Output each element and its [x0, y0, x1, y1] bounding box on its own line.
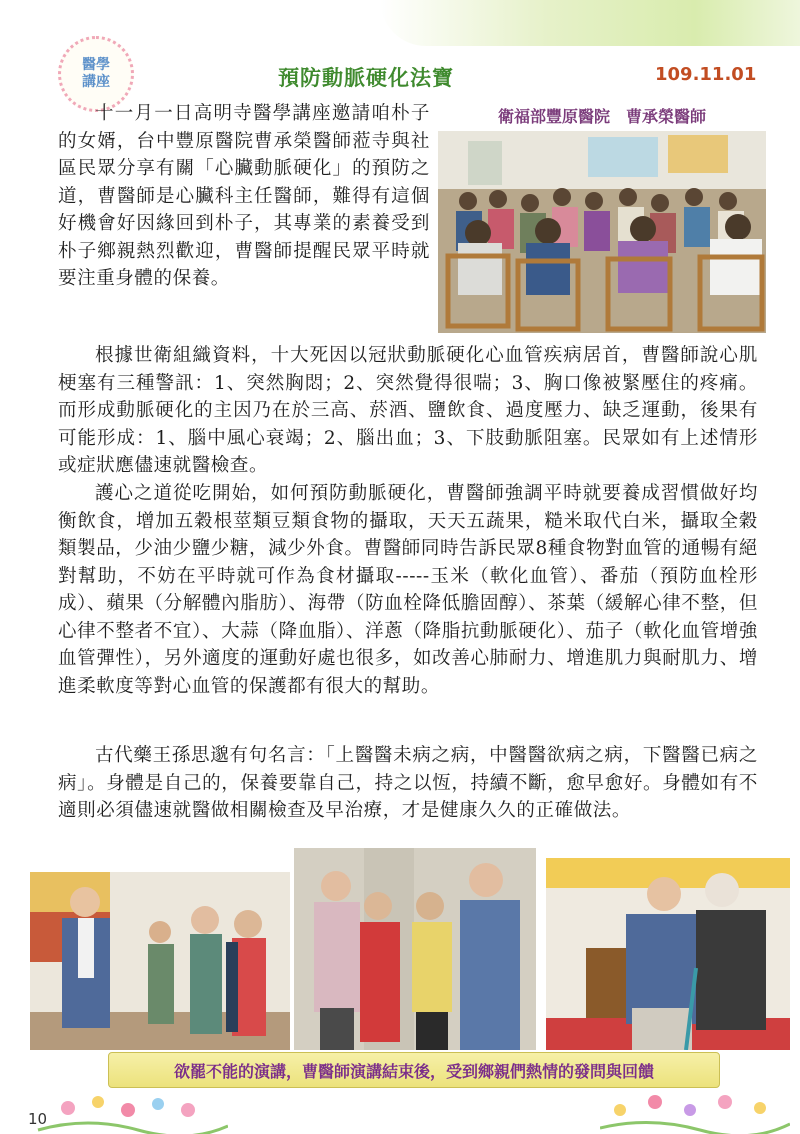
doctor-with-elder-photo	[546, 858, 790, 1050]
paragraph-conclusion: 古代藥王孫思邈有句名言：「上醫醫未病之病，中醫醫欲病之病，下醫醫已病之病」。身體是自己的，保養要靠自己，持之以恆，持續不斷，愈早愈好。身體如有不適則必須儘速就醫做相關檢查及早治療，才是健康久久的正確做法。	[58, 745, 758, 821]
article-date: 109.11.01	[655, 64, 757, 85]
paragraph-warning-signs: 根據世衛組織資料，十大死因以冠狀動脈硬化心血管疾病居首，曹醫師說心肌梗塞有三種警訊：1、突然胸悶；2、突然覺得很喘；3、胸口像被緊壓住的疼痛。而形成動脈硬化的主因乃在於三高、菸酒、鹽飲食、過度壓力、缺乏運動，後果有可能形成：1、腦中風心衰竭；2、腦出血；3、下肢動脈阻塞。民眾如有上述情形或症狀應儘速就醫檢查。	[58, 345, 758, 476]
author-byline: 衛福部豐原醫院 曹承榮醫師	[498, 107, 707, 126]
flower-decoration-right	[600, 1080, 790, 1134]
doctor-talking-photo	[294, 848, 536, 1050]
doctor-with-attendees-photo	[30, 872, 290, 1050]
badge-line-2: 講座	[82, 74, 110, 90]
badge-line-1: 醫學	[82, 57, 110, 73]
header-decoration	[380, 0, 800, 46]
lecture-audience-photo	[438, 131, 766, 333]
paragraph-diet: 護心之道從吃開始，如何預防動脈硬化，曹醫師強調平時就要養成習慣做好均衡飲食，增加五穀根莖類豆類食物的攝取，天天五蔬果，糙米取代白米，攝取全穀類製品，少油少鹽少糖，減少外食。曹醫師同時告訴民眾8種食物對血管的通暢有絕對幫助，不妨在平時就可作為食材攝取-----玉米（軟化血管）、番茄（預防血栓形成）、蘋果（分解體內脂肪）、海帶（防血栓降低膽固醇）、茶葉（緩解心律不整，但心律不整者不宜）、大蒜（降血脂）、洋蔥（降脂抗動脈硬化）、茄子（軟化血管增強血管彈性），另外適度的運動好處也很多，如改善心肺耐力、增進肌力與耐肌力、增進柔軟度等對心血管的保護都有很大的幫助。	[58, 483, 758, 697]
flower-decoration-left	[28, 1080, 228, 1134]
photo-caption: 欲罷不能的演講，曹醫師演講結束後，受到鄉親們熱情的發問與回饋	[108, 1052, 720, 1088]
article-title: 預防動脈硬化法寶	[278, 66, 454, 90]
page-number: 10	[28, 1110, 48, 1128]
paragraph-intro: 十一月一日高明寺醫學講座邀請咱朴子的女婿，台中豐原醫院曹承榮醫師蒞寺與社區民眾分享有關「心臟動脈硬化」的預防之道，曹醫師是心臟科主任醫師，難得有這個好機會好因緣回到朴子，其專業的素養受到朴子鄉親熱烈歡迎，曹醫師提醒民眾平時就要注重身體的保養。	[58, 103, 430, 289]
